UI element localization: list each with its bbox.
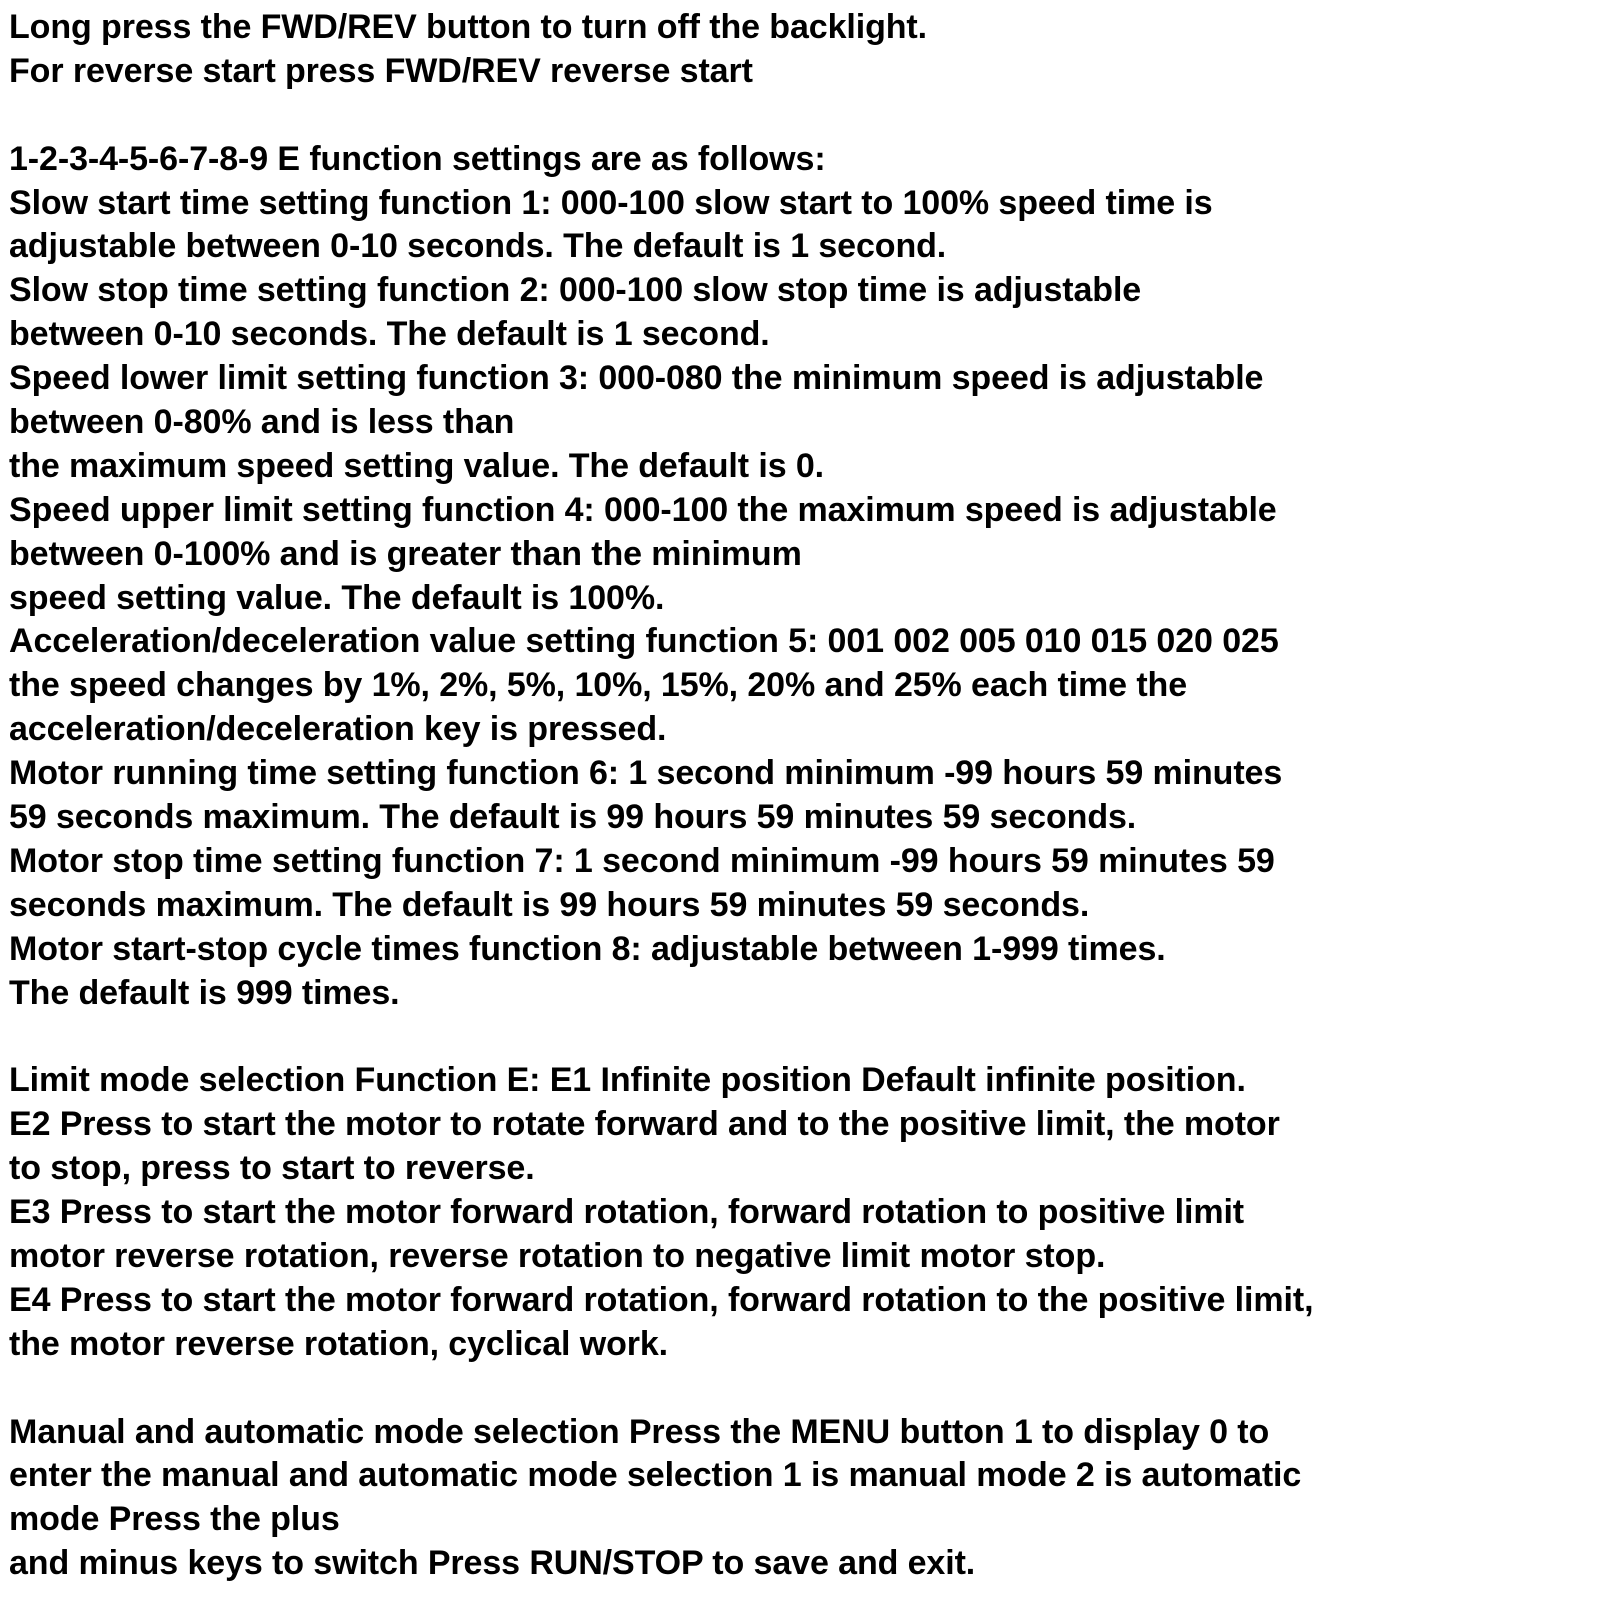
intro-section (9, 6, 1594, 94)
text-line: Slow start time setting function 1: 000-100 slow start to 100% speed time is (9, 183, 1213, 222)
text-line: the motor reverse rotation, cyclical work. (9, 1324, 669, 1363)
section-heading: 1-2-3-4-5-6-7-8-9 E function settings are as follows: (9, 139, 826, 178)
text-line: Speed lower limit setting function 3: 000-080 the minimum speed is adjustable (9, 359, 1264, 398)
text-line: acceleration/deceleration key is pressed. (9, 710, 667, 749)
text-line: Manual and automatic mode selection Press the MENU button 1 to display 0 to (9, 1412, 1270, 1451)
function-settings-section (9, 138, 1594, 1016)
limit-mode-section (9, 1059, 1594, 1366)
text-line: motor reverse rotation, reverse rotation to negative limit motor stop. (9, 1236, 1106, 1275)
text-line: speed setting value. The default is 100%. (9, 578, 665, 617)
manual-auto-section (9, 1411, 1594, 1587)
text-line: the maximum speed setting value. The default is 0. (9, 446, 825, 485)
paragraph-gap (9, 94, 1594, 138)
text-line: Limit mode selection Function E: E1 Infinite position Default infinite position. (9, 1061, 1246, 1100)
text-line: between 0-100% and is greater than the minimum (9, 534, 802, 573)
text-line: Acceleration/deceleration value setting function 5: 001 002 005 010 015 020 025 (9, 622, 1279, 661)
text-line: adjustable between 0-10 seconds. The default is 1 second. (9, 227, 947, 266)
text-line: Motor running time setting function 6: 1 second minimum -99 hours 59 minutes (9, 754, 1283, 793)
text-line: the speed changes by 1%, 2%, 5%, 10%, 15%, 20% and 25% each time the (9, 666, 1188, 705)
text-line: mode Press the plus (9, 1500, 340, 1539)
text-line: E3 Press to start the motor forward rotation, forward rotation to positive limit (9, 1193, 1245, 1232)
text-line: between 0-80% and is less than (9, 403, 515, 442)
text-line: The default is 999 times. (9, 973, 400, 1012)
text-line: to stop, press to start to reverse. (9, 1149, 535, 1188)
text-line: Motor start-stop cycle times function 8: adjustable between 1-999 times. (9, 929, 1166, 968)
text-line: E2 Press to start the motor to rotate forward and to the positive limit, the motor (9, 1105, 1280, 1144)
text-line: Motor stop time setting function 7: 1 second minimum -99 hours 59 minutes 59 (9, 841, 1275, 880)
text-line: For reverse start press FWD/REV reverse start (9, 51, 753, 90)
paragraph-gap (9, 1367, 1594, 1411)
text-line: E4 Press to start the motor forward rotation, forward rotation to the positive limit, (9, 1280, 1314, 1319)
text-line: Speed upper limit setting function 4: 000-100 the maximum speed is adjustable (9, 490, 1277, 529)
text-line: Long press the FWD/REV button to turn off the backlight. (9, 8, 927, 46)
text-line: between 0-10 seconds. The default is 1 second. (9, 315, 770, 354)
text-line: seconds maximum. The default is 99 hours 59 minutes 59 seconds. (9, 885, 1090, 924)
instruction-document (9, 6, 1594, 1586)
text-line: 59 seconds maximum. The default is 99 hours 59 minutes 59 seconds. (9, 798, 1137, 837)
text-line: enter the manual and automatic mode selection 1 is manual mode 2 is automatic (9, 1456, 1302, 1495)
text-line: Slow stop time setting function 2: 000-100 slow stop time is adjustable (9, 271, 1142, 310)
paragraph-gap (9, 1015, 1594, 1059)
text-line: and minus keys to switch Press RUN/STOP to save and exit. (9, 1544, 976, 1583)
